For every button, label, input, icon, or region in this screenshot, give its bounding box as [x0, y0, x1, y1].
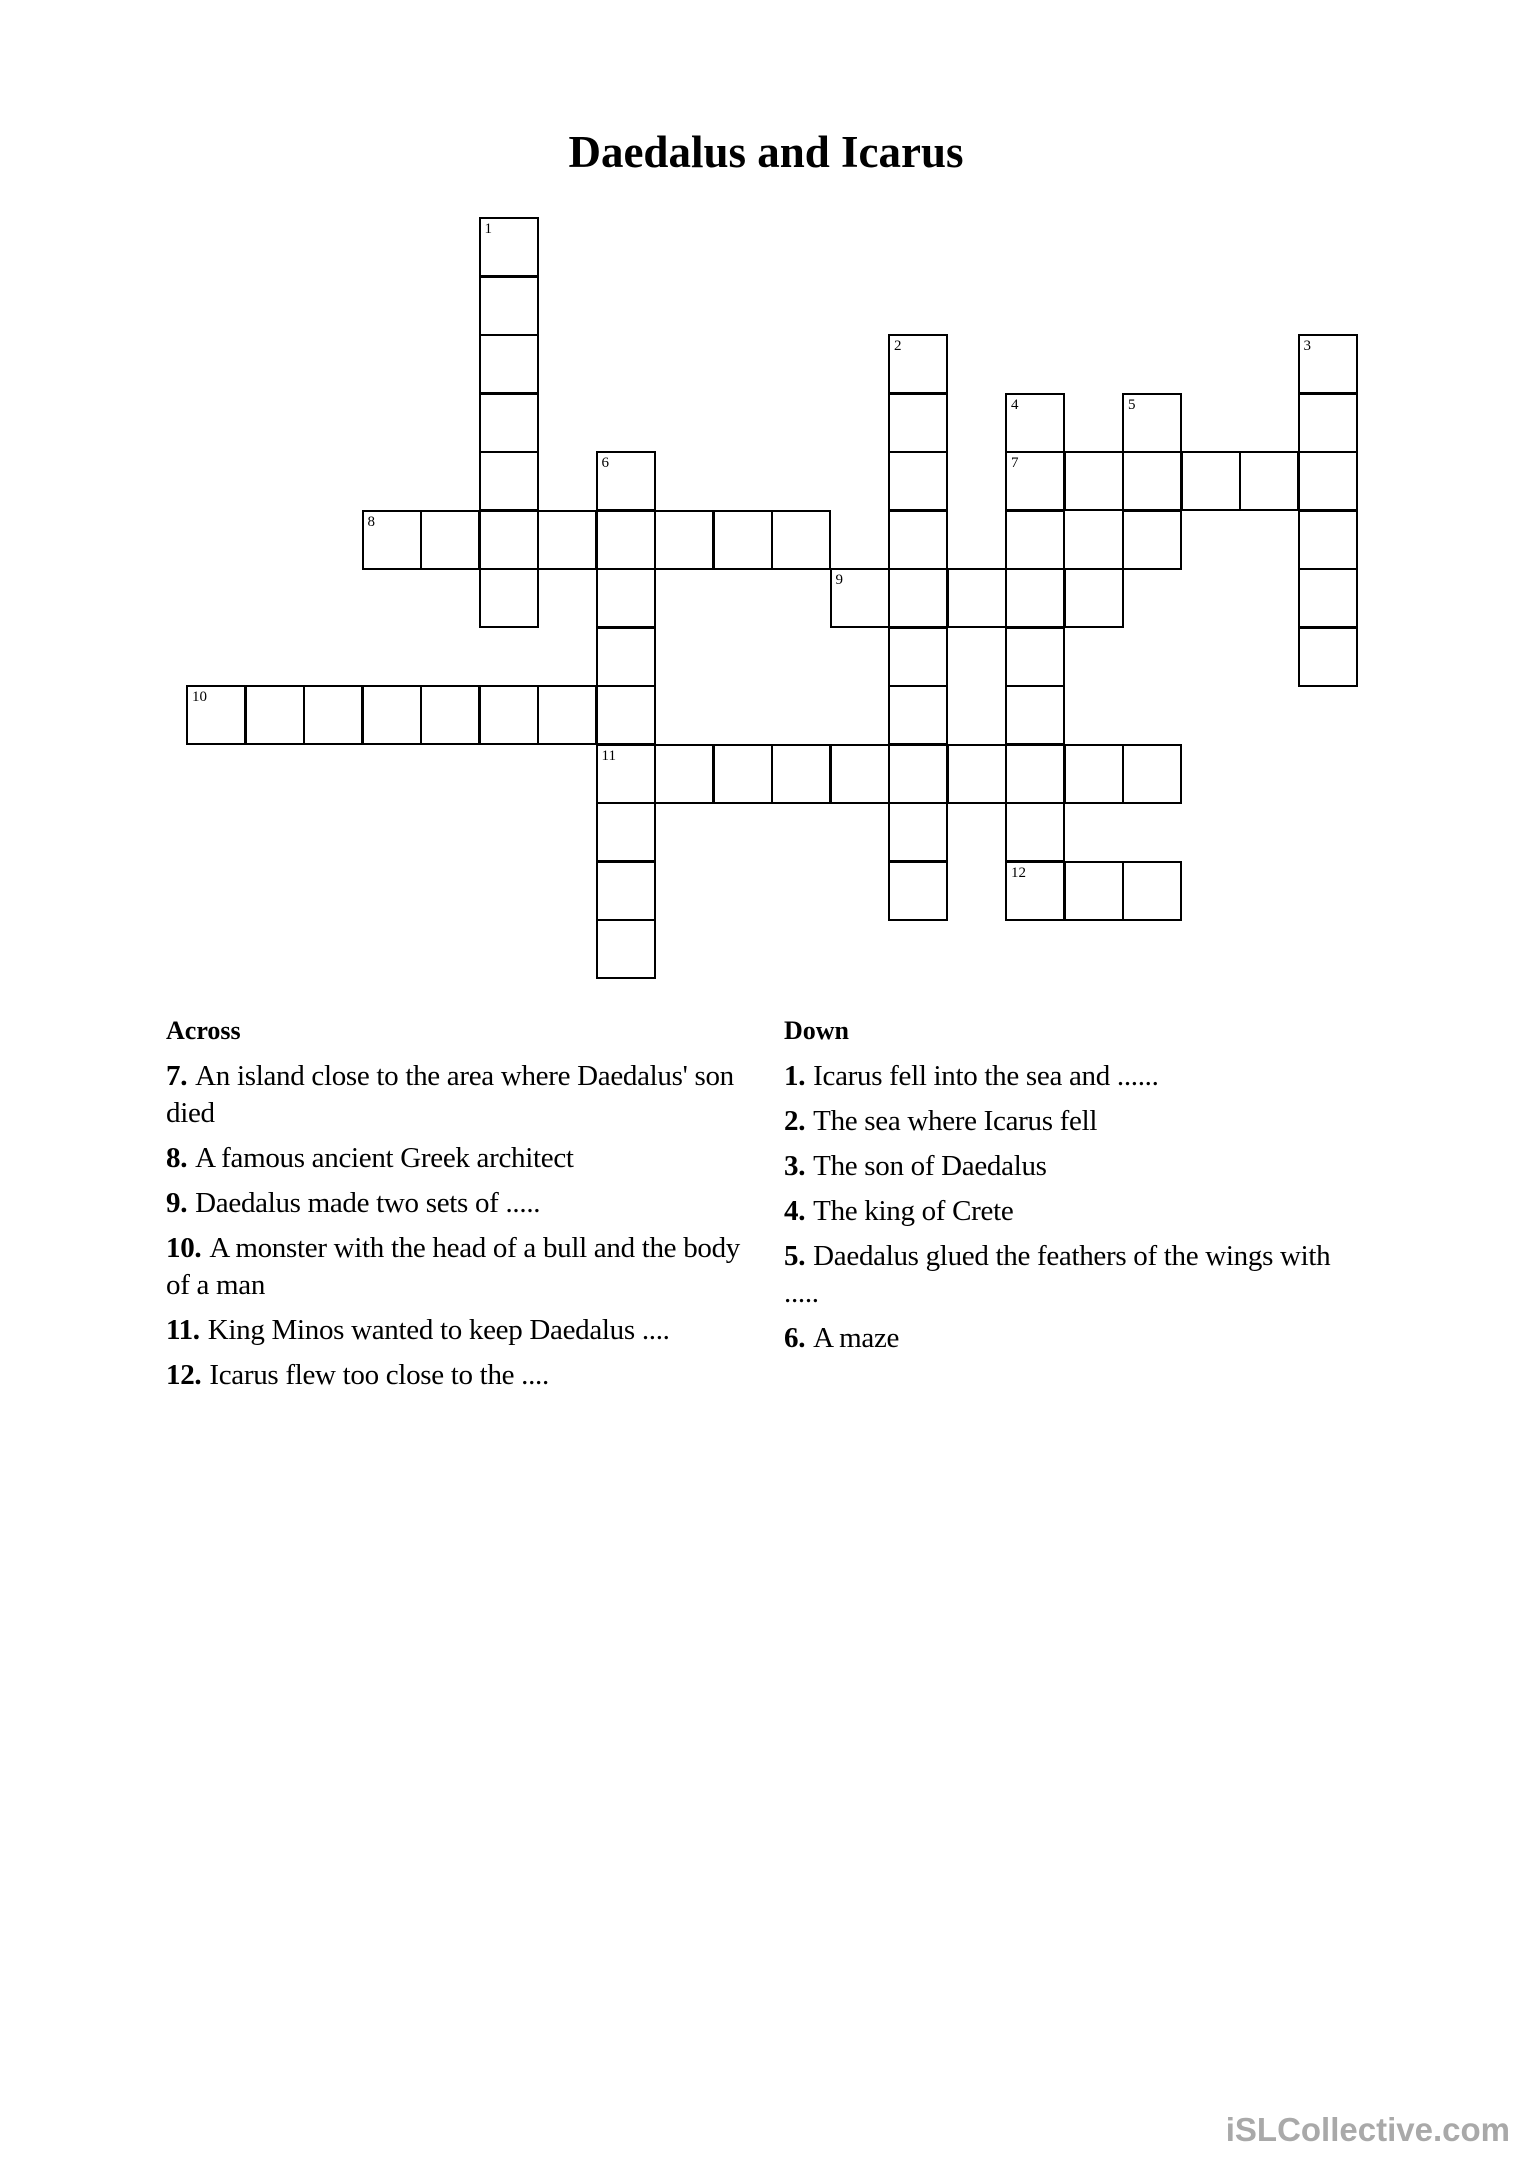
clue-text: A monster with the head of a bull and the body of a man [166, 1232, 741, 1301]
grid-cell[interactable] [479, 451, 539, 511]
grid-cell[interactable] [537, 685, 597, 745]
grid-cell[interactable] [420, 685, 480, 745]
grid-cell[interactable] [1298, 451, 1358, 511]
grid-cell[interactable] [596, 510, 656, 570]
grid-cell[interactable] [1122, 451, 1182, 511]
grid-cell[interactable] [479, 334, 539, 394]
across-clue-7 [166, 1058, 756, 1132]
clue-number: 3. [784, 1150, 806, 1182]
grid-cell[interactable] [362, 510, 422, 570]
grid-cell[interactable] [537, 510, 597, 570]
clue-text: The sea where Icarus fell [813, 1105, 1098, 1137]
grid-cell[interactable] [596, 568, 656, 628]
grid-cell[interactable] [479, 568, 539, 628]
grid-cell[interactable] [1005, 627, 1065, 687]
grid-cell[interactable] [1239, 451, 1299, 511]
across-clues [166, 1016, 756, 1402]
page-title: Daedalus and Icarus [568, 127, 964, 177]
across-heading: Across [166, 1016, 241, 1045]
grid-number: 11 [601, 747, 616, 764]
grid-cell[interactable] [1005, 861, 1065, 921]
grid-cell[interactable] [771, 510, 831, 570]
grid-cell[interactable] [1181, 451, 1241, 511]
grid-cell[interactable] [1122, 861, 1182, 921]
down-clue-2 [784, 1103, 1354, 1140]
grid-cell[interactable] [1122, 510, 1182, 570]
grid-cell[interactable] [303, 685, 363, 745]
grid-cell[interactable] [1005, 510, 1065, 570]
grid-cell[interactable] [1064, 861, 1124, 921]
clue-number: 6. [784, 1322, 806, 1354]
grid-number: 10 [192, 689, 207, 705]
grid-cell[interactable] [1122, 744, 1182, 804]
grid-cell[interactable] [830, 568, 890, 628]
grid-cell[interactable] [771, 744, 831, 804]
clue-number: 1. [784, 1060, 806, 1092]
grid-number: 9 [835, 572, 843, 588]
down-clues [784, 1016, 1354, 1365]
grid-cell[interactable] [479, 510, 539, 570]
grid-cell[interactable] [1298, 627, 1358, 687]
grid-cell[interactable] [1298, 393, 1358, 453]
clue-text: A famous ancient Greek architect [195, 1142, 574, 1174]
clue-number: 10. [166, 1232, 202, 1264]
crossword-grid [0, 0, 1532, 1010]
grid-cell[interactable] [888, 393, 948, 453]
clue-number: 12. [166, 1359, 202, 1391]
grid-cell[interactable] [420, 510, 480, 570]
grid-number: 5 [1128, 396, 1136, 413]
grid-cell[interactable] [888, 861, 948, 921]
grid-cell[interactable] [888, 802, 948, 862]
grid-cell[interactable] [1005, 568, 1065, 628]
grid-cell[interactable] [888, 510, 948, 570]
across-clue-10 [166, 1230, 756, 1304]
grid-cell[interactable] [596, 861, 656, 921]
grid-cell[interactable] [1064, 744, 1124, 804]
grid-cell[interactable] [1064, 568, 1124, 628]
clue-number: 4. [784, 1195, 806, 1227]
grid-cell[interactable] [596, 685, 656, 745]
grid-cell[interactable] [596, 627, 656, 687]
grid-cell[interactable] [1005, 802, 1065, 862]
clue-text: The king of Crete [813, 1195, 1014, 1227]
grid-cell[interactable] [888, 744, 948, 804]
down-clue-6 [784, 1320, 1354, 1357]
grid-cell[interactable] [713, 510, 773, 570]
down-clue-5 [784, 1238, 1354, 1312]
down-clue-1 [784, 1058, 1354, 1095]
grid-number: 7 [1011, 455, 1019, 471]
grid-cell[interactable] [479, 217, 539, 277]
grid-cell[interactable] [830, 744, 890, 804]
grid-cell[interactable] [479, 276, 539, 336]
down-clue-3 [784, 1148, 1354, 1185]
clue-number: 7. [166, 1060, 188, 1092]
clue-number: 11. [166, 1314, 200, 1346]
down-clue-4 [784, 1193, 1354, 1230]
grid-cell[interactable] [888, 334, 948, 394]
clue-text: The son of Daedalus [813, 1150, 1047, 1182]
across-clue-11 [166, 1312, 756, 1349]
grid-cell[interactable] [1005, 744, 1065, 804]
grid-cell[interactable] [1298, 568, 1358, 628]
grid-cell[interactable] [362, 685, 422, 745]
clue-number: 8. [166, 1142, 188, 1174]
grid-number: 1 [484, 221, 492, 237]
grid-cell[interactable] [888, 451, 948, 511]
grid-number: 4 [1011, 396, 1019, 413]
grid-cell[interactable] [1005, 393, 1065, 453]
grid-cell[interactable] [479, 393, 539, 453]
grid-cell[interactable] [713, 744, 773, 804]
grid-cell[interactable] [1298, 510, 1358, 570]
grid-cell[interactable] [888, 568, 948, 628]
grid-cell[interactable] [947, 744, 1007, 804]
across-clue-9 [166, 1185, 756, 1222]
grid-cell[interactable] [186, 685, 246, 745]
grid-number: 3 [1303, 338, 1311, 354]
grid-cell[interactable] [596, 451, 656, 511]
grid-cell[interactable] [888, 627, 948, 687]
grid-cell[interactable] [1005, 685, 1065, 745]
grid-cell[interactable] [888, 685, 948, 745]
clue-text: Icarus fell into the sea and ...... [813, 1060, 1159, 1092]
grid-cell[interactable] [1064, 451, 1124, 511]
grid-cell[interactable] [654, 510, 714, 570]
grid-cell[interactable] [596, 919, 656, 979]
clue-number: 2. [784, 1105, 806, 1137]
grid-cell[interactable] [479, 685, 539, 745]
across-clue-12 [166, 1357, 756, 1394]
clue-text: An island close to the area where Daedalus' son died [166, 1060, 734, 1129]
watermark: iSLCollective.com [1225, 2111, 1510, 2148]
clue-number: 5. [784, 1240, 806, 1272]
clue-text: A maze [813, 1322, 900, 1354]
down-heading: Down [784, 1016, 850, 1045]
grid-cell[interactable] [596, 802, 656, 862]
clue-text: King Minos wanted to keep Daedalus .... [207, 1314, 670, 1346]
clue-text: Icarus flew too close to the .... [209, 1359, 549, 1391]
clue-text: Daedalus made two sets of ..... [195, 1187, 541, 1219]
grid-cell[interactable] [245, 685, 305, 745]
grid-cell[interactable] [947, 568, 1007, 628]
clue-text: Daedalus glued the feathers of the wings with ..... [784, 1240, 1331, 1309]
grid-cell[interactable] [1298, 334, 1358, 394]
grid-cell[interactable] [1005, 451, 1065, 511]
grid-number: 6 [601, 455, 609, 471]
grid-number: 8 [367, 513, 375, 530]
grid-cell[interactable] [596, 744, 656, 804]
grid-cell[interactable] [1122, 393, 1182, 453]
grid-number: 2 [894, 338, 902, 354]
across-clue-8 [166, 1140, 756, 1177]
grid-cell[interactable] [654, 744, 714, 804]
clue-number: 9. [166, 1187, 188, 1219]
grid-number: 12 [1011, 864, 1026, 881]
